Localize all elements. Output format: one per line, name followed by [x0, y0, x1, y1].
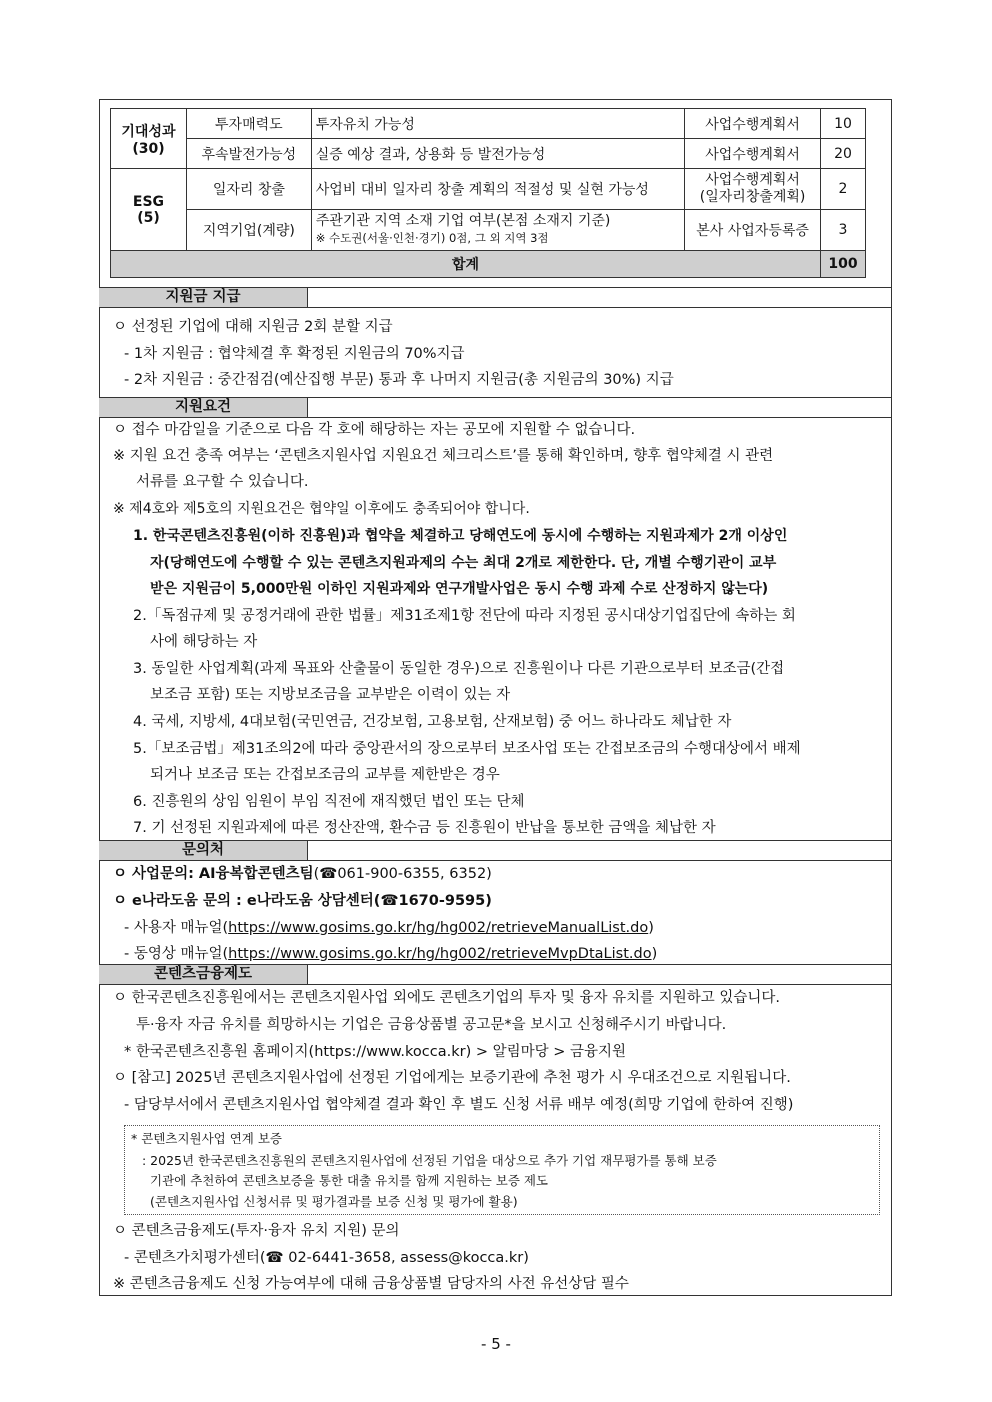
note-line: 기관에 추천하여 콘텐츠보증을 통한 대출 유치를 함께 지원하는 보증 제도 — [150, 1173, 549, 1188]
text-line: 2.「독점규제 및 공정거래에 관한 법률」제31조제1항 전단에 따라 지정된 공시대상기업집단에 속하는 회 — [133, 608, 796, 624]
contact-line — [113, 864, 492, 884]
group-label: ESG — [132, 193, 165, 210]
text-line: 서류를 요구할 수 있습니다. — [136, 474, 309, 490]
doc-line: 사업수행계획서 — [705, 172, 800, 188]
text-line: 투·융자 자금 유치를 희망하시는 기업은 금융상품별 공고문*을 보시고 신청해주시기 바랍니다. — [136, 1017, 727, 1033]
item-cell: 투자매력도 — [186, 109, 311, 139]
group-cell — [111, 109, 187, 169]
score-cell: 20 — [820, 139, 865, 169]
contact-phone: (☎061-900-6355, 6352) — [313, 866, 492, 882]
text-line: 6. 진흥원의 상임 임원이 부임 직전에 재직했던 법인 또는 단체 — [133, 794, 525, 810]
group-sub: (30) — [132, 140, 165, 157]
contact-line — [124, 944, 657, 964]
text-line: 보조금 포함) 또는 지방보조금을 교부받은 이력이 있는 자 — [150, 687, 511, 703]
note-line: (콘텐츠지원사업 신청서류 및 평가결과를 보증 신청 및 평가에 활용) — [150, 1194, 518, 1209]
text-line: 되거나 보조금 또는 간접보조금의 교부를 제한받은 경우 — [150, 767, 500, 783]
contact-line — [124, 918, 654, 938]
text-line: 3. 동일한 사업계획(과제 목표와 산출물이 동일한 경우)으로 진흥원이나 다른 기관으로부터 보조금(간접 — [133, 661, 785, 677]
total-value: 100 — [820, 251, 865, 278]
video-manual-link[interactable]: https://www.gosims.go.kr/hg/hg002/retrieveMvpDtaList.do — [228, 946, 652, 962]
desc-cell: 사업비 대비 일자리 창출 계획의 적절성 및 실현 가능성 — [311, 169, 684, 210]
text-line: ㅇ [참고] 2025년 콘텐츠지원사업에 선정된 기업에게는 보증기관에 추천 평가 시 우대조건으로 지원됩니다. — [113, 1070, 791, 1086]
text-line: 1. 한국콘텐츠진흥원(이하 진흥원)과 협약을 체결하고 당해연도에 동시에 수행하는 지원과제가 2개 이상인 — [133, 528, 788, 544]
note-line: * 콘텐츠지원사업 연계 보증 — [131, 1131, 282, 1146]
text-line: ※ 지원 요건 충족 여부는 ‘콘텐츠지원사업 지원요건 체크리스트’를 통해 확인하며, 향후 협약체결 시 관련 — [113, 448, 774, 464]
score-table — [110, 108, 866, 278]
table-row — [111, 169, 866, 210]
text-line: - 콘텐츠가치평가센터(☎ 02-6441-3658, assess@kocca.kr) — [124, 1250, 529, 1266]
desc-cell: 실증 예상 결과, 상용화 등 발전가능성 — [311, 139, 684, 169]
group-label: 기대성과 — [121, 123, 176, 140]
manual-link[interactable]: https://www.gosims.go.kr/hg/hg002/retrieveManualList.do — [228, 920, 649, 936]
text-line: * 한국콘텐츠진흥원 홈페이지(https://www.kocca.kr) > 알림마당 > 금융지원 — [124, 1044, 627, 1060]
link-suffix: ) — [651, 946, 658, 962]
text-line: 7. 기 선정된 지원과제에 따른 정산잔액, 환수금 등 진흥원이 반납을 통보한 금액을 체납한 자 — [133, 820, 716, 836]
item-cell: 후속발전가능성 — [186, 139, 311, 169]
text-line: 4. 국세, 지방세, 4대보험(국민연금, 건강보험, 고용보험, 산재보험) 중 어느 하나라도 체납한 자 — [133, 714, 732, 730]
contact-line: ㅇ e나라도움 문의 : e나라도움 상담센터(☎1670-9595) — [113, 893, 492, 909]
section-title: 지원금 지급 — [99, 288, 308, 307]
doc-cell — [685, 169, 821, 210]
doc-line: (일자리창출계획) — [699, 189, 806, 205]
total-label: 합계 — [111, 251, 821, 278]
score-cell: 2 — [820, 169, 865, 210]
table-row — [111, 109, 866, 139]
group-cell — [111, 169, 187, 251]
text-line: 받은 지원금이 5,000만원 이하인 지원과제와 연구개발사업은 동시 수행 과제 수로 산정하지 않는다) — [150, 581, 769, 597]
item-cell: 일자리 창출 — [186, 169, 311, 210]
text-line: ※ 콘텐츠금융제도 신청 가능여부에 대해 금융상품별 담당자의 사전 유선상담 필수 — [113, 1276, 629, 1292]
text-line: ㅇ 선정된 기업에 대해 지원금 2회 분할 지급 — [113, 319, 393, 335]
score-cell: 10 — [820, 109, 865, 139]
text-line: 자(당해연도에 수행할 수 있는 콘텐츠지원과제의 수는 최대 2개로 제한한다. 단, 개별 수행기관이 교부 — [150, 555, 777, 571]
score-cell: 3 — [820, 210, 865, 251]
text-line: - 1차 지원금 : 협약체결 후 확정된 지원금의 70%지급 — [124, 346, 465, 362]
item-cell: 지역기업(계량) — [186, 210, 311, 251]
doc-cell: 사업수행계획서 — [685, 139, 821, 169]
text-line: 5.「보조금법」제31조의2에 따라 중앙관서의 장으로부터 보조사업 또는 간접보조금의 수행대상에서 배제 — [133, 741, 801, 757]
section-header-requirements — [99, 397, 892, 418]
section-title: 지원요건 — [99, 398, 308, 417]
section-header-finance — [99, 964, 892, 985]
text-line: - 2차 지원금 : 중간점검(예산집행 부문) 통과 후 나머지 지원금(총 지원금의 30%) 지급 — [124, 372, 674, 388]
link-prefix: - 동영상 매뉴얼( — [124, 946, 229, 962]
text-line: - 담당부서에서 콘텐츠지원사업 협약체결 결과 확인 후 별도 신청 서류 배부 예정(희망 기업에 한하여 진행) — [124, 1097, 794, 1113]
section-title: 콘텐츠금융제도 — [99, 965, 308, 984]
text-line: ㅇ 한국콘텐츠진흥원에서는 콘텐츠지원사업 외에도 콘텐츠기업의 투자 및 융자 유치를 지원하고 있습니다. — [113, 990, 781, 1006]
text-line: ※ 제4호와 제5호의 지원요건은 협약일 이후에도 충족되어야 합니다. — [113, 501, 530, 517]
contact-team: ㅇ 사업문의: AI융복합콘텐츠팀 — [113, 866, 314, 882]
section-title: 문의처 — [99, 841, 308, 860]
section-header-payment — [99, 287, 892, 308]
desc-line: 주관기관 지역 소재 기업 여부(본점 소재지 기준) — [315, 213, 611, 229]
desc-cell — [311, 210, 684, 251]
total-row — [111, 251, 866, 278]
note-line: : 2025년 한국콘텐츠진흥원의 콘텐츠지원사업에 선정된 기업을 대상으로 추가 기업 재무평가를 통해 보증 — [142, 1153, 717, 1168]
link-suffix: ) — [648, 920, 654, 936]
doc-cell: 본사 사업자등록증 — [685, 210, 821, 251]
doc-cell: 사업수행계획서 — [685, 109, 821, 139]
group-sub: (5) — [137, 209, 160, 226]
table-row — [111, 210, 866, 251]
text-line: 사에 해당하는 자 — [150, 634, 258, 650]
desc-cell: 투자유치 가능성 — [311, 109, 684, 139]
page-number: - 5 - — [481, 1335, 511, 1353]
section-header-contact — [99, 840, 892, 861]
link-prefix: - 사용자 매뉴얼( — [124, 920, 229, 936]
text-line: ㅇ 접수 마감일을 기준으로 다음 각 호에 해당하는 자는 공모에 지원할 수 없습니다. — [113, 422, 636, 438]
text-line: ㅇ 콘텐츠금융제도(투자·융자 유치 지원) 문의 — [113, 1223, 400, 1239]
desc-note: ※ 수도권(서울·인천·경기) 0점, 그 외 지역 3점 — [315, 231, 549, 245]
table-row — [111, 139, 866, 169]
